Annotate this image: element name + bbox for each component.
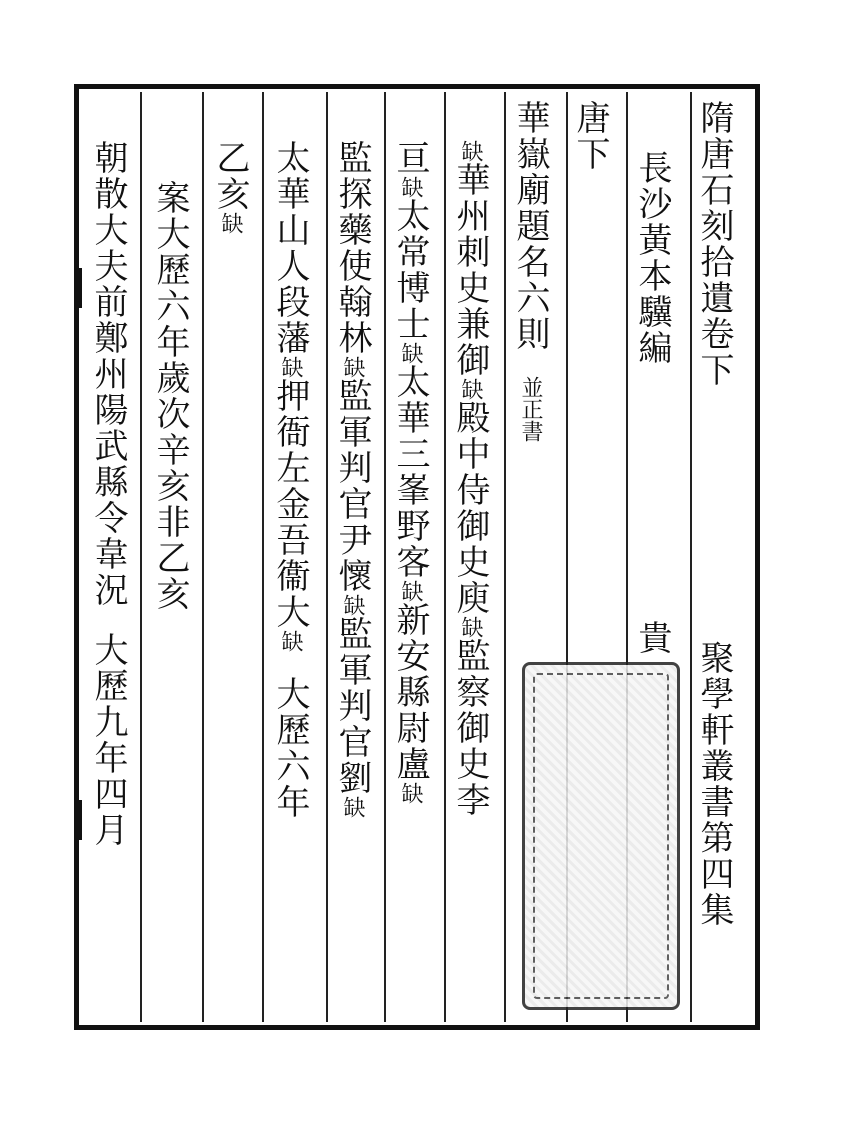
column-rule <box>326 92 328 1022</box>
lacuna-mark: 缺 <box>340 594 365 616</box>
text-segment: 朝散大夫前鄭州陽武縣令韋況 <box>88 140 128 608</box>
margin-mark <box>76 268 82 308</box>
text-segment: 監軍判官尹懷 <box>332 378 372 594</box>
column-rule <box>262 92 264 1022</box>
text-segment: 押衙左金吾衞大 <box>270 378 310 630</box>
text-column-9 <box>212 140 248 234</box>
column-rule <box>202 92 204 1022</box>
entry-title-text: 華嶽廟題名六則 <box>510 100 550 352</box>
lacuna-mark: 缺 <box>398 342 423 364</box>
section-heading: 唐下 <box>570 100 610 172</box>
lacuna-mark: 缺 <box>458 140 483 162</box>
text-column-11 <box>90 140 126 848</box>
margin-mark <box>76 800 82 840</box>
entry-note: 並正書 <box>518 376 543 442</box>
lacuna-mark: 缺 <box>398 176 423 198</box>
lacuna-mark: 缺 <box>340 796 365 818</box>
text-segment: 大歷六年 <box>270 676 310 820</box>
text-segment: 太華山人段藩 <box>270 140 310 356</box>
volume-title: 隋唐石刻拾遺卷下 <box>694 100 734 388</box>
text-segment: 大歷九年四月 <box>88 632 128 848</box>
lacuna-mark: 缺 <box>398 782 423 804</box>
column-rule <box>444 92 446 1022</box>
text-segment: 監軍判官劉 <box>332 616 372 796</box>
lacuna-mark: 缺 <box>278 630 303 652</box>
column-rule <box>504 92 506 1022</box>
editor-note: 案大歷六年歲次辛亥非乙亥 <box>150 180 190 612</box>
text-segment: 監察御史李 <box>450 638 490 818</box>
entry-title <box>512 100 548 442</box>
text-column-8 <box>272 140 308 820</box>
lacuna-mark: 缺 <box>458 378 483 400</box>
text-column-5 <box>452 140 488 818</box>
text-segment: 新安縣尉盧 <box>390 602 430 782</box>
text-segment: 太常博士 <box>390 198 430 342</box>
text-segment: 太華三峯野客 <box>390 364 430 580</box>
text-segment: 殿中侍御史庾 <box>450 400 490 616</box>
compiler-extra: 貴 <box>632 620 672 656</box>
text-column-7 <box>334 140 370 818</box>
lacuna-mark: 缺 <box>458 616 483 638</box>
lacuna-mark: 缺 <box>218 212 243 234</box>
text-segment: 乙亥 <box>210 140 250 212</box>
lacuna-mark: 缺 <box>340 356 365 378</box>
column-rule <box>140 92 142 1022</box>
column-rule <box>384 92 386 1022</box>
series-title: 聚學軒叢書第四集 <box>694 640 734 928</box>
text-segment: 監探藥使翰林 <box>332 140 372 356</box>
text-segment: 亘 <box>390 140 430 176</box>
compiler-line: 長沙黃本驥編 <box>632 150 672 366</box>
lacuna-mark: 缺 <box>398 580 423 602</box>
lacuna-mark: 缺 <box>278 356 303 378</box>
text-segment: 華州刺史兼御 <box>450 162 490 378</box>
collector-seal <box>522 662 680 1010</box>
text-column-6 <box>392 140 428 804</box>
column-rule <box>690 92 692 1022</box>
